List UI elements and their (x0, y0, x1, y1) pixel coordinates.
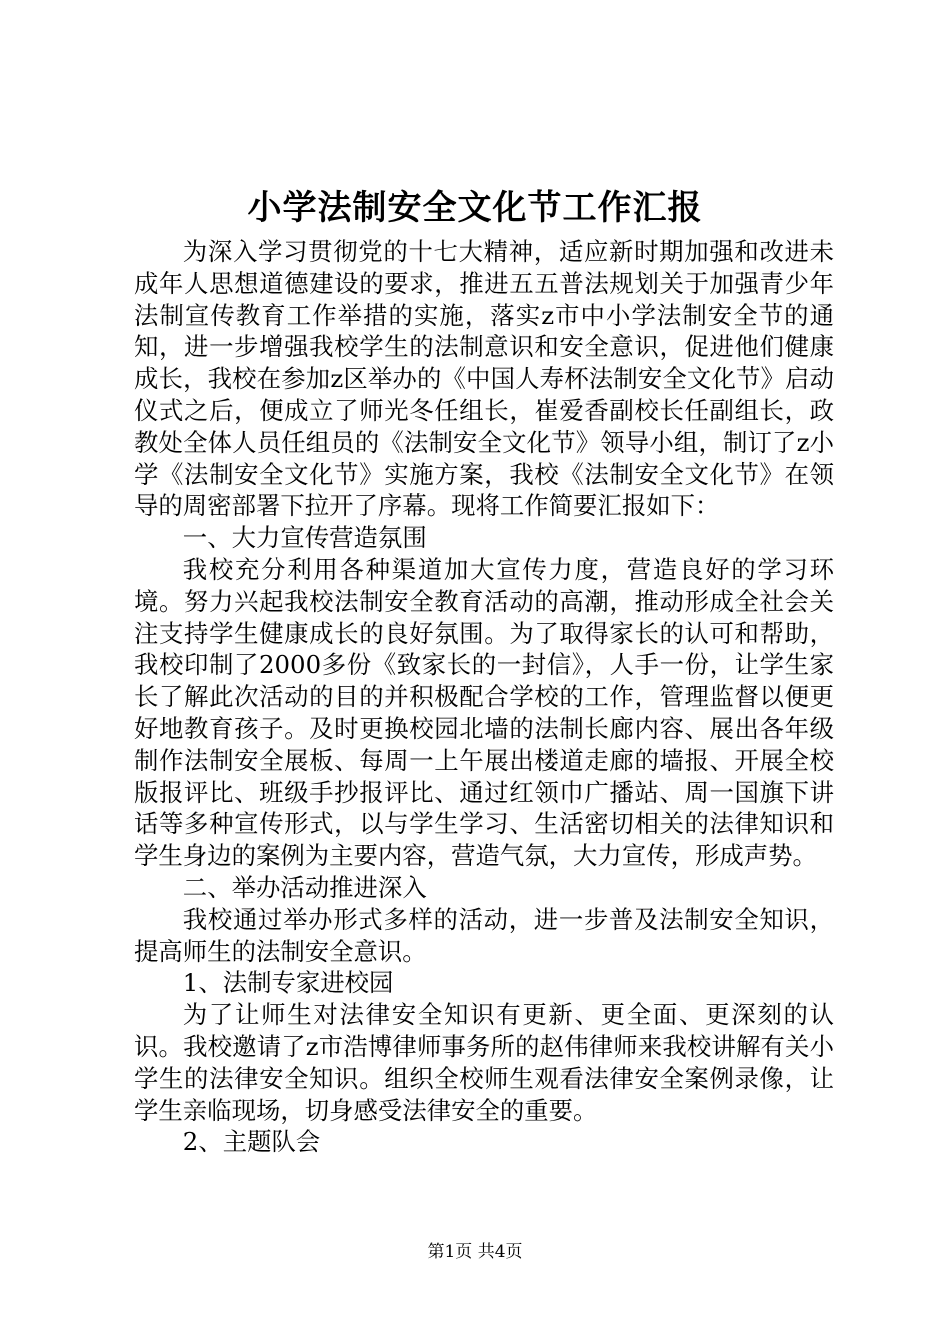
page-number-footer: 第1页 共4页 (427, 1242, 523, 1262)
section-2-paragraph: 我校通过举办形式多样的活动，进一步普及法制安全知识，提高师生的法制安全意识。 (134, 904, 834, 966)
subsection-heading-2: 2、主题队会 (182, 1127, 321, 1157)
document-title: 小学法制安全文化节工作汇报 (247, 188, 703, 228)
subsection-1-paragraph: 为了让师生对法律安全知识有更新、更全面、更深刻的认识。我校邀请了z市浩博律师事务所的赵伟律师来我校讲解有关小学生的法律安全知识。组织全校师生观看法律安全案例录像，让学生亲临现场，切身感受法律安全的重要。 (134, 1000, 834, 1125)
document-body (134, 236, 834, 1158)
section-heading-1: 一、大力宣传营造氛围 (182, 523, 427, 553)
intro-paragraph: 为深入学习贯彻党的十七大精神，适应新时期加强和改进未成年人思想道德建设的要求，推进五五普法规划关于加强青少年法制宣传教育工作举措的实施，落实z市中小学法制安全节的通知，进一步增强我校学生的法制意识和安全意识，促进他们健康成长，我校在参加z区举办的《中国人寿杯法制安全文化节》启动仪式之后，便成立了师光冬任组长，崔爱香副校长任副组长，政教处全体人员任组员的《法制安全文化节》领导小组，制订了z小学《法制安全文化节》实施方案，我校《法制安全文化节》在领导的周密部署下拉开了序幕。现将工作简要汇报如下： (134, 237, 834, 521)
section-heading-2: 二、举办活动推进深入 (182, 872, 427, 902)
subsection-heading-1: 1、法制专家进校园 (182, 968, 394, 998)
section-1-paragraph: 我校充分利用各种渠道加大宣传力度，营造良好的学习环境。努力兴起我校法制安全教育活动的高潮，推动形成全社会关注支持学生健康成长的良好氛围。为了取得家长的认可和帮助，我校印制了2000多份《致家长的一封信》，人手一份，让学生家长了解此次活动的目的并积极配合学校的工作，管理监督以便更好地教育孩子。及时更换校园北墙的法制长廊内容、展出各年级制作法制安全展板、每周一上午展出楼道走廊的墙报、开展全校版报评比、班级手抄报评比、通过红领巾广播站、周一国旗下讲话等多种宣传形式，以与学生学习、生活密切相关的法律知识和学生身边的案例为主要内容，营造气氛，大力宣传，形成声势。 (134, 554, 834, 871)
